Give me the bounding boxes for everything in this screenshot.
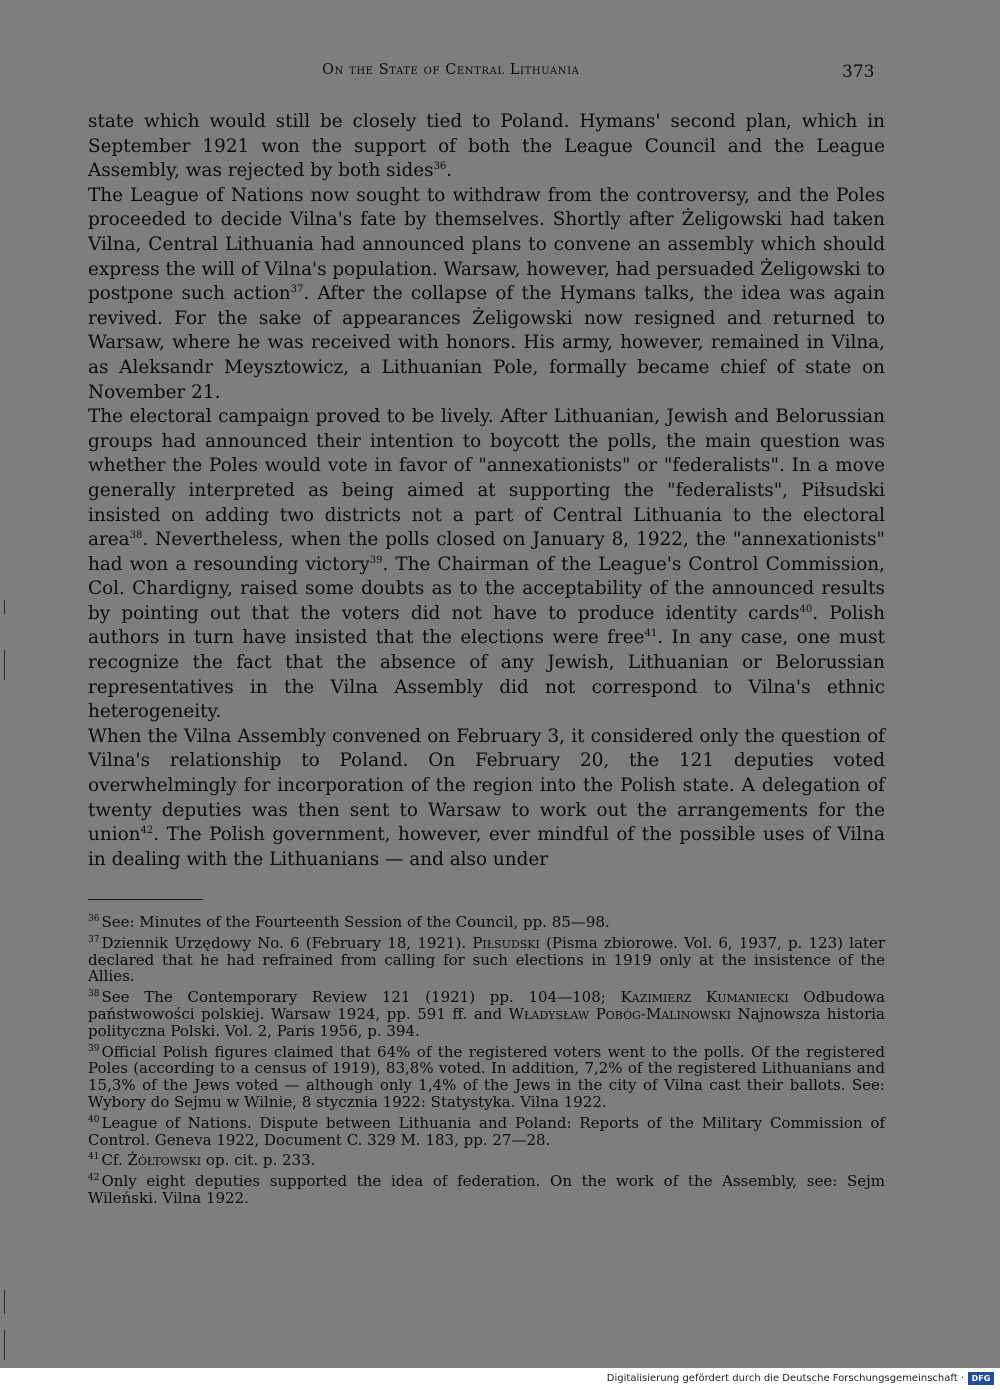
page-number: 373 <box>842 62 875 82</box>
footnote-number: 41 <box>88 1152 100 1163</box>
text-run: . The Chairman of the League's Control Commission, Col. Chardigny, raised some doubts as to the acceptability of the announced results by pointing out that the voters did not have to produce identity cards <box>88 553 885 624</box>
scan-margin-mark <box>4 1290 5 1314</box>
main-text <box>88 110 885 872</box>
footnote-ref-39: 39 <box>369 554 383 566</box>
footnote-36 <box>88 914 885 931</box>
footnote-number: 36 <box>88 914 100 924</box>
paragraph-2 <box>88 184 885 405</box>
footnote-40 <box>88 1115 885 1149</box>
footnote-ref-40: 40 <box>799 603 813 615</box>
footnote-text: Cf. <box>101 1151 128 1170</box>
footnote-text: Najnowsza historia polityczna Polski. Vol. 2, Paris 1956, p. 394. <box>88 1004 885 1040</box>
footnote-ref-41: 41 <box>644 628 658 640</box>
author-name: Kazimierz Kumaniecki <box>620 988 789 1007</box>
text-run: . In any case, one must recognize the fact that the absence of any Jewish, Lithuanian or Belorussian representatives in the Vilna Assembly did not correspond to Vilna's ethnic heterogeneity. <box>88 627 885 723</box>
footnote-ref-37: 37 <box>290 284 304 296</box>
digitization-credit-bar <box>0 1368 1000 1390</box>
footnote-text: See The Contemporary Review 121 (1921) pp. 104—108; <box>101 988 621 1007</box>
paragraph-4 <box>88 725 885 873</box>
text-run: state which would still be closely tied to Poland. Hymans' second plan, which in September 1921 won the support of both the League Council and the League Assembly, was rejected by both sides <box>88 111 885 182</box>
footnote-37 <box>88 935 885 985</box>
footnote-38 <box>88 989 885 1039</box>
footnote-text: Dziennik Urzędowy No. 6 (February 18, 1921). <box>101 933 473 952</box>
author-name: Władysław Pobóg-Malinowski <box>508 1004 731 1023</box>
scan-margin-mark <box>4 600 5 614</box>
footnote-41 <box>88 1152 885 1169</box>
scan-margin-mark <box>4 650 5 680</box>
footnote-39 <box>88 1044 885 1111</box>
running-title: On the State of Central Lithuania <box>322 62 580 78</box>
footnote-number: 37 <box>88 934 100 945</box>
author-name: Żółtowski <box>127 1151 202 1170</box>
footnote-42 <box>88 1173 885 1207</box>
footnote-ref-38: 38 <box>129 529 143 541</box>
footnote-separator <box>88 899 203 900</box>
footnote-number: 42 <box>88 1173 100 1184</box>
paragraph-3 <box>88 405 885 725</box>
footnote-ref-42: 42 <box>140 825 154 837</box>
text-run: . Nevertheless, when the polls closed on January 8, 1922, the "annexationists" had won a resounding victory <box>88 529 885 575</box>
text-run: . After the collapse of the Hymans talks, the idea was again revived. For the sake of appearances Żeligowski now resigned and returned to Warsaw, where he was received with honors. His army, however, remained in Vilna, as Aleksandr Meysztowicz, a Lithuanian Pole, formally became chief of state on November 21. <box>88 283 885 403</box>
footnote-number: 38 <box>88 989 100 1000</box>
text-run: . Polish authors in turn have insisted that the elections were free <box>88 602 885 649</box>
scan-margin-mark <box>4 1330 5 1360</box>
author-name: Piłsudski <box>472 933 540 952</box>
footnote-text: op. cit. p. 233. <box>201 1151 316 1170</box>
footnote-text: Only eight deputies supported the idea of federation. On the work of the Assembly, see: Sejm Wileński. Vilna 1922. <box>88 1172 885 1207</box>
footnote-number: 40 <box>88 1114 100 1125</box>
text-run: The League of Nations now sought to withdraw from the controversy, and the Poles proceeded to decide Vilna's fate by themselves. Shortly after Żeligowski had taken Vilna, Central Lithuania had announced plans to convene an assembly which should express the will of Vilna's population. Warsaw, however, had persuaded Żeligowski to postpone such action <box>88 184 885 305</box>
paragraph-1 <box>88 110 885 184</box>
footnotes <box>88 914 885 1211</box>
text-run: When the Vilna Assembly convened on February 3, it considered only the question of Vilna's relationship to Poland. On February 20, the 121 deputies voted overwhelmingly for incorporation of the region into the Polish state. A delegation of twenty deputies was then sent to Warsaw to work out the arrangements for the union <box>88 725 885 846</box>
footnote-text: Official Polish figures claimed that 64% of the registered voters went to the polls. Of the registered Poles (according to a census of 1919), 83,8% voted. In addition, 7,2% of the registered Lithuanians and 15,3% of the Jews voted — although only 1,4% of the Jews in the city of Vilna cast their ballots. See: Wybory do Sejmu w Wilnie, 8 stycznia 1922: Statystyka. Vilna 1922. <box>88 1042 885 1111</box>
footnote-ref-36: 36 <box>433 161 447 173</box>
dfg-logo: DFG <box>968 1372 994 1385</box>
footnote-number: 39 <box>88 1043 100 1054</box>
text-run: . <box>446 160 453 182</box>
footnote-text: Odbudowa państwowości polskiej. Warsaw 1924, pp. 591 ff. and <box>88 988 885 1023</box>
text-run: . The Polish government, however, ever mindful of the possible uses of Vilna in dealing with the Lithuanians — and also under <box>88 824 885 870</box>
footnote-text: League of Nations. Dispute between Lithuania and Poland: Reports of the Military Commission of Control. Geneva 1922, Document C. 329 M. 183, pp. 27—28. <box>88 1113 885 1149</box>
digitization-credit: Digitalisierung gefördert durch die Deutsche Forschungsgemeinschaft · <box>606 1373 964 1384</box>
footnote-text: (Pisma zbiorowe. Vol. 6, 1937, p. 123) later declared that he had refrained from calling for such elections in 1919 only at the insistence of the Allies. <box>88 933 886 986</box>
footnote-text: See: Minutes of the Fourteenth Session of the Council, pp. 85—98. <box>101 913 610 931</box>
text-run: The electoral campaign proved to be lively. After Lithuanian, Jewish and Belorussian groups had announced their intention to boycott the polls, the main question was whether the Poles would vote in favor of "annexationists" or "federalists". In a move generally interpreted as being aimed at supporting the "federalists", Piłsudski insisted on adding two districts not a part of Central Lithuania to the electoral area <box>88 406 885 551</box>
